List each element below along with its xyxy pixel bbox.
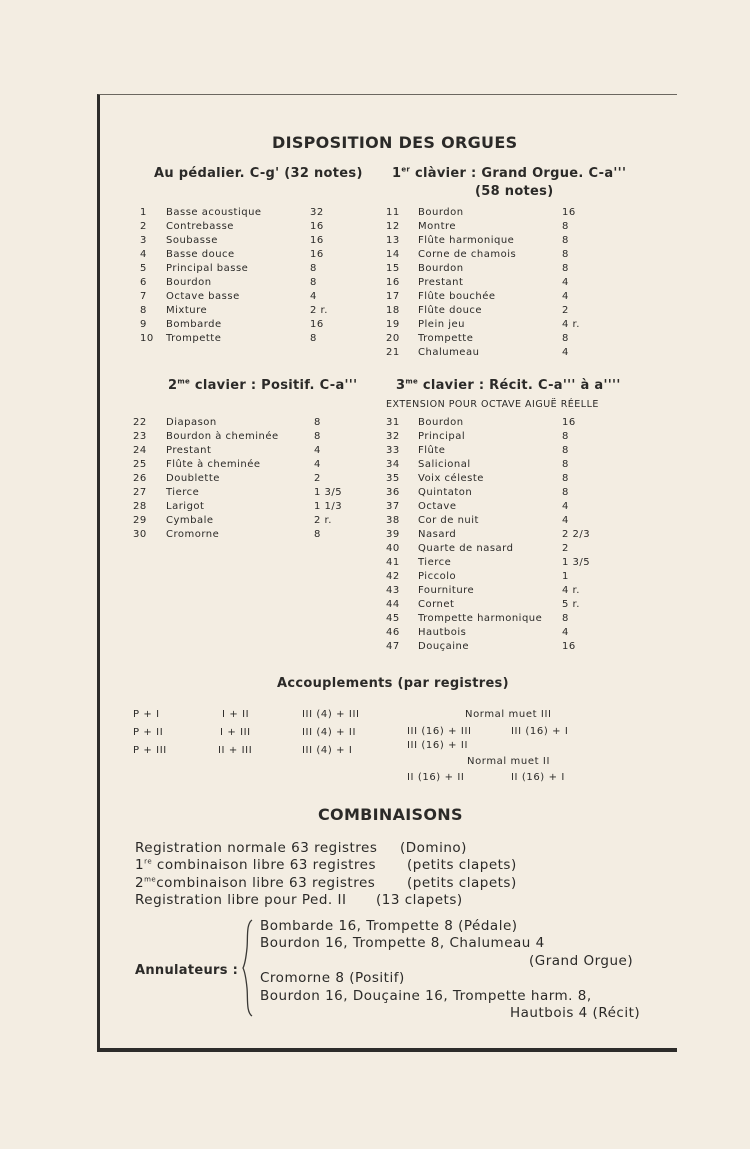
stop-number: 43	[386, 585, 400, 596]
combinaison-line-1-note: (Domino)	[400, 840, 467, 856]
annulateurs-brace	[242, 918, 256, 1018]
stop-name: Trompette harmonique	[418, 613, 543, 624]
combinaison-line-2-sup: re	[144, 857, 153, 866]
pedalier-heading: Au pédalier. C-g' (32 notes)	[154, 166, 363, 181]
stop-number: 10	[140, 333, 154, 344]
stop-size: 16	[310, 249, 324, 260]
stop-number: 9	[140, 319, 147, 330]
stop-name: Basse douce	[166, 249, 235, 260]
stop-size: 2 2/3	[562, 529, 591, 540]
stop-name: Cor de nuit	[418, 515, 479, 526]
stop-number: 19	[386, 319, 400, 330]
stop-size: 4	[562, 277, 569, 288]
stop-number: 14	[386, 249, 400, 260]
stop-number: 4	[140, 249, 147, 260]
stop-size: 16	[562, 207, 576, 218]
stop-name: Basse acoustique	[166, 207, 262, 218]
stop-name: Flûte harmonique	[418, 235, 515, 246]
grand-orgue-heading-notes: (58 notes)	[475, 184, 554, 199]
coupler-iii16-iii: III (16) + III	[407, 726, 472, 737]
stop-name: Corne de chamois	[418, 249, 517, 260]
stop-name: Soubasse	[166, 235, 218, 246]
stop-name: Octave basse	[166, 291, 240, 302]
combinaison-line-2	[135, 857, 376, 873]
stop-size: 8	[562, 431, 569, 442]
stop-name: Flûte bouchée	[418, 291, 496, 302]
stop-size: 4 r.	[562, 319, 580, 330]
combinaison-line-2-note: (petits clapets)	[407, 857, 517, 873]
coupler-ii16-ii: II (16) + II	[407, 772, 465, 783]
stop-name: Quintaton	[418, 487, 473, 498]
stop-name: Principal basse	[166, 263, 249, 274]
positif-heading-num: 2	[168, 378, 178, 393]
stop-number: 22	[133, 417, 147, 428]
stop-number: 2	[140, 221, 147, 232]
positif-heading-text: clavier : Positif. C-a'''	[194, 378, 358, 393]
stop-number: 6	[140, 277, 147, 288]
coupler-iii4-iii: III (4) + III	[302, 709, 360, 720]
coupler-iii16-ii: III (16) + II	[407, 740, 468, 751]
stop-number: 11	[386, 207, 400, 218]
recit-heading-num: 3	[396, 378, 406, 393]
stop-size: 16	[562, 417, 576, 428]
coupler-p-iii: P + III	[133, 745, 167, 756]
annulateur-2: Bourdon 16, Trompette 8, Chalumeau 4	[260, 935, 545, 951]
stop-size: 16	[310, 235, 324, 246]
stop-number: 31	[386, 417, 400, 428]
stop-size: 8	[562, 487, 569, 498]
stop-name: Voix céleste	[418, 473, 484, 484]
normal-muet-ii-label: Normal muet II	[467, 756, 550, 767]
stop-name: Salicional	[418, 459, 471, 470]
stop-number: 3	[140, 235, 147, 246]
stop-name: Bourdon	[166, 277, 212, 288]
stop-size: 8	[562, 473, 569, 484]
stop-number: 25	[133, 459, 147, 470]
annulateurs-label: Annulateurs :	[135, 963, 239, 978]
stop-name: Trompette	[418, 333, 474, 344]
annulateur-1: Bombarde 16, Trompette 8 (Pédale)	[260, 918, 518, 934]
stop-number: 18	[386, 305, 400, 316]
stop-name: Cymbale	[166, 515, 214, 526]
stop-size: 16	[310, 319, 324, 330]
stop-number: 17	[386, 291, 400, 302]
stop-size: 16	[562, 641, 576, 652]
annulateur-2-manual: (Grand Orgue)	[529, 953, 634, 969]
stop-name: Bourdon	[418, 263, 464, 274]
coupler-i-ii: I + II	[222, 709, 250, 720]
stop-name: Flûte	[418, 445, 446, 456]
annulateur-4: Bourdon 16, Douçaine 16, Trompette harm. 8,	[260, 988, 592, 1004]
stop-number: 32	[386, 431, 400, 442]
stop-size: 32	[310, 207, 324, 218]
stop-number: 16	[386, 277, 400, 288]
stop-name: Plein jeu	[418, 319, 466, 330]
stop-number: 27	[133, 487, 147, 498]
stop-size: 8	[314, 431, 321, 442]
stop-size: 1 3/5	[314, 487, 343, 498]
combinaison-line-1	[135, 840, 377, 856]
stop-name: Prestant	[418, 277, 464, 288]
coupler-p-ii: P + II	[133, 727, 164, 738]
stop-size: 2 r.	[314, 515, 332, 526]
accouplements-heading: Accouplements (par registres)	[277, 676, 509, 691]
stop-number: 13	[386, 235, 400, 246]
stop-size: 8	[562, 263, 569, 274]
stop-name: Diapason	[166, 417, 217, 428]
combinaison-line-3-sup: me	[144, 875, 157, 884]
annulateur-4-manual: Hautbois 4 (Récit)	[510, 1005, 641, 1021]
stop-name: Flûte à cheminée	[166, 459, 261, 470]
stop-number: 8	[140, 305, 147, 316]
combinaison-line-4-note: (13 clapets)	[376, 892, 463, 908]
stop-number: 40	[386, 543, 400, 554]
recit-subheading: EXTENSION POUR OCTAVE AIGUË RÉELLE	[386, 399, 599, 410]
recit-heading-text: clavier : Récit. C-a''' à a''''	[422, 378, 621, 393]
positif-heading-sup: me	[177, 377, 191, 386]
stop-number: 38	[386, 515, 400, 526]
stop-number: 20	[386, 333, 400, 344]
stop-size: 5 r.	[562, 599, 580, 610]
stop-number: 42	[386, 571, 400, 582]
stop-size: 1 1/3	[314, 501, 343, 512]
stop-size: 8	[562, 249, 569, 260]
stop-size: 4	[562, 627, 569, 638]
stop-size: 4	[562, 515, 569, 526]
stop-name: Trompette	[166, 333, 222, 344]
stop-name: Nasard	[418, 529, 457, 540]
combinaisons-heading: COMBINAISONS	[318, 805, 463, 824]
combinaison-line-3	[135, 875, 375, 891]
stop-name: Mixture	[166, 305, 208, 316]
stop-name: Douçaine	[418, 641, 470, 652]
grand-orgue-heading-text: clàvier : Grand Orgue. C-a'''	[415, 166, 627, 181]
stop-size: 4	[314, 445, 321, 456]
stop-size: 8	[310, 333, 317, 344]
stop-size: 8	[310, 263, 317, 274]
brace-icon	[242, 918, 256, 1018]
stop-number: 15	[386, 263, 400, 274]
coupler-p-i: P + I	[133, 709, 160, 720]
annulateur-3: Cromorne 8 (Positif)	[260, 970, 405, 986]
stop-number: 44	[386, 599, 400, 610]
stop-size: 8	[562, 459, 569, 470]
stop-name: Chalumeau	[418, 347, 480, 358]
stop-name: Principal	[418, 431, 466, 442]
stop-size: 1 3/5	[562, 557, 591, 568]
grand-orgue-heading	[392, 166, 626, 181]
stop-number: 45	[386, 613, 400, 624]
stop-number: 35	[386, 473, 400, 484]
stop-size: 8	[314, 529, 321, 540]
stop-name: Bombarde	[166, 319, 222, 330]
stop-size: 4	[562, 291, 569, 302]
combinaison-line-1-text: Registration normale 63 registres	[135, 840, 378, 856]
stop-number: 1	[140, 207, 147, 218]
stop-name: Flûte douce	[418, 305, 483, 316]
stop-size: 8	[562, 333, 569, 344]
stop-number: 23	[133, 431, 147, 442]
grand-orgue-heading-sup: er	[401, 165, 411, 174]
stop-number: 37	[386, 501, 400, 512]
combinaison-line-4: Registration libre pour Ped. II	[135, 892, 347, 908]
coupler-iii16-i: III (16) + I	[511, 726, 569, 737]
stop-size: 2	[562, 543, 569, 554]
stop-size: 8	[562, 221, 569, 232]
stop-name: Montre	[418, 221, 457, 232]
stop-name: Hautbois	[418, 627, 467, 638]
stop-name: Prestant	[166, 445, 212, 456]
stop-size: 4	[314, 459, 321, 470]
normal-muet-iii-label: Normal muet III	[465, 709, 552, 720]
combinaison-line-2-text: combinaison libre 63 registres	[156, 857, 376, 873]
stop-size: 2 r.	[310, 305, 328, 316]
stop-size: 8	[310, 277, 317, 288]
stop-size: 4	[562, 501, 569, 512]
stop-number: 41	[386, 557, 400, 568]
stop-number: 24	[133, 445, 147, 456]
stop-number: 5	[140, 263, 147, 274]
stop-name: Doublette	[166, 473, 220, 484]
stop-number: 46	[386, 627, 400, 638]
coupler-ii-iii: II + III	[218, 745, 253, 756]
stop-name: Quarte de nasard	[418, 543, 514, 554]
coupler-iii4-i: III (4) + I	[302, 745, 353, 756]
recit-heading-sup: me	[405, 377, 419, 386]
stop-name: Tierce	[418, 557, 452, 568]
stop-number: 30	[133, 529, 147, 540]
stop-name: Bourdon	[418, 207, 464, 218]
recit-heading	[396, 378, 621, 393]
stop-size: 8	[562, 445, 569, 456]
positif-heading	[168, 378, 357, 393]
page-title: DISPOSITION DES ORGUES	[272, 133, 518, 152]
stop-size: 8	[562, 613, 569, 624]
stop-name: Cornet	[418, 599, 455, 610]
stop-number: 28	[133, 501, 147, 512]
stop-name: Octave	[418, 501, 457, 512]
stop-size: 8	[562, 235, 569, 246]
stop-size: 8	[314, 417, 321, 428]
stop-name: Bourdon	[418, 417, 464, 428]
stop-size: 4	[562, 347, 569, 358]
coupler-iii4-ii: III (4) + II	[302, 727, 357, 738]
stop-name: Cromorne	[166, 529, 220, 540]
stop-number: 47	[386, 641, 400, 652]
combinaison-line-2-num: 1	[135, 857, 145, 873]
stop-number: 36	[386, 487, 400, 498]
combinaison-line-3-text: combinaison libre 63 registres	[156, 875, 376, 891]
stop-size: 2	[314, 473, 321, 484]
stop-size: 4	[310, 291, 317, 302]
stop-size: 1	[562, 571, 569, 582]
coupler-ii16-i: II (16) + I	[511, 772, 565, 783]
stop-number: 26	[133, 473, 147, 484]
stop-number: 12	[386, 221, 400, 232]
stop-name: Contrebasse	[166, 221, 234, 232]
stop-name: Larigot	[166, 501, 205, 512]
stop-number: 39	[386, 529, 400, 540]
stop-number: 33	[386, 445, 400, 456]
stop-number: 34	[386, 459, 400, 470]
stop-name: Piccolo	[418, 571, 457, 582]
stop-size: 2	[562, 305, 569, 316]
stop-size: 16	[310, 221, 324, 232]
combinaison-line-3-num: 2	[135, 875, 145, 891]
stop-number: 7	[140, 291, 147, 302]
combinaison-line-3-note: (petits clapets)	[407, 875, 517, 891]
stop-number: 29	[133, 515, 147, 526]
coupler-i-iii: I + III	[220, 727, 251, 738]
stop-name: Bourdon à cheminée	[166, 431, 279, 442]
grand-orgue-heading-num: 1	[392, 166, 402, 181]
stop-size: 4 r.	[562, 585, 580, 596]
stop-number: 21	[386, 347, 400, 358]
stop-name: Fourniture	[418, 585, 475, 596]
stop-name: Tierce	[166, 487, 200, 498]
